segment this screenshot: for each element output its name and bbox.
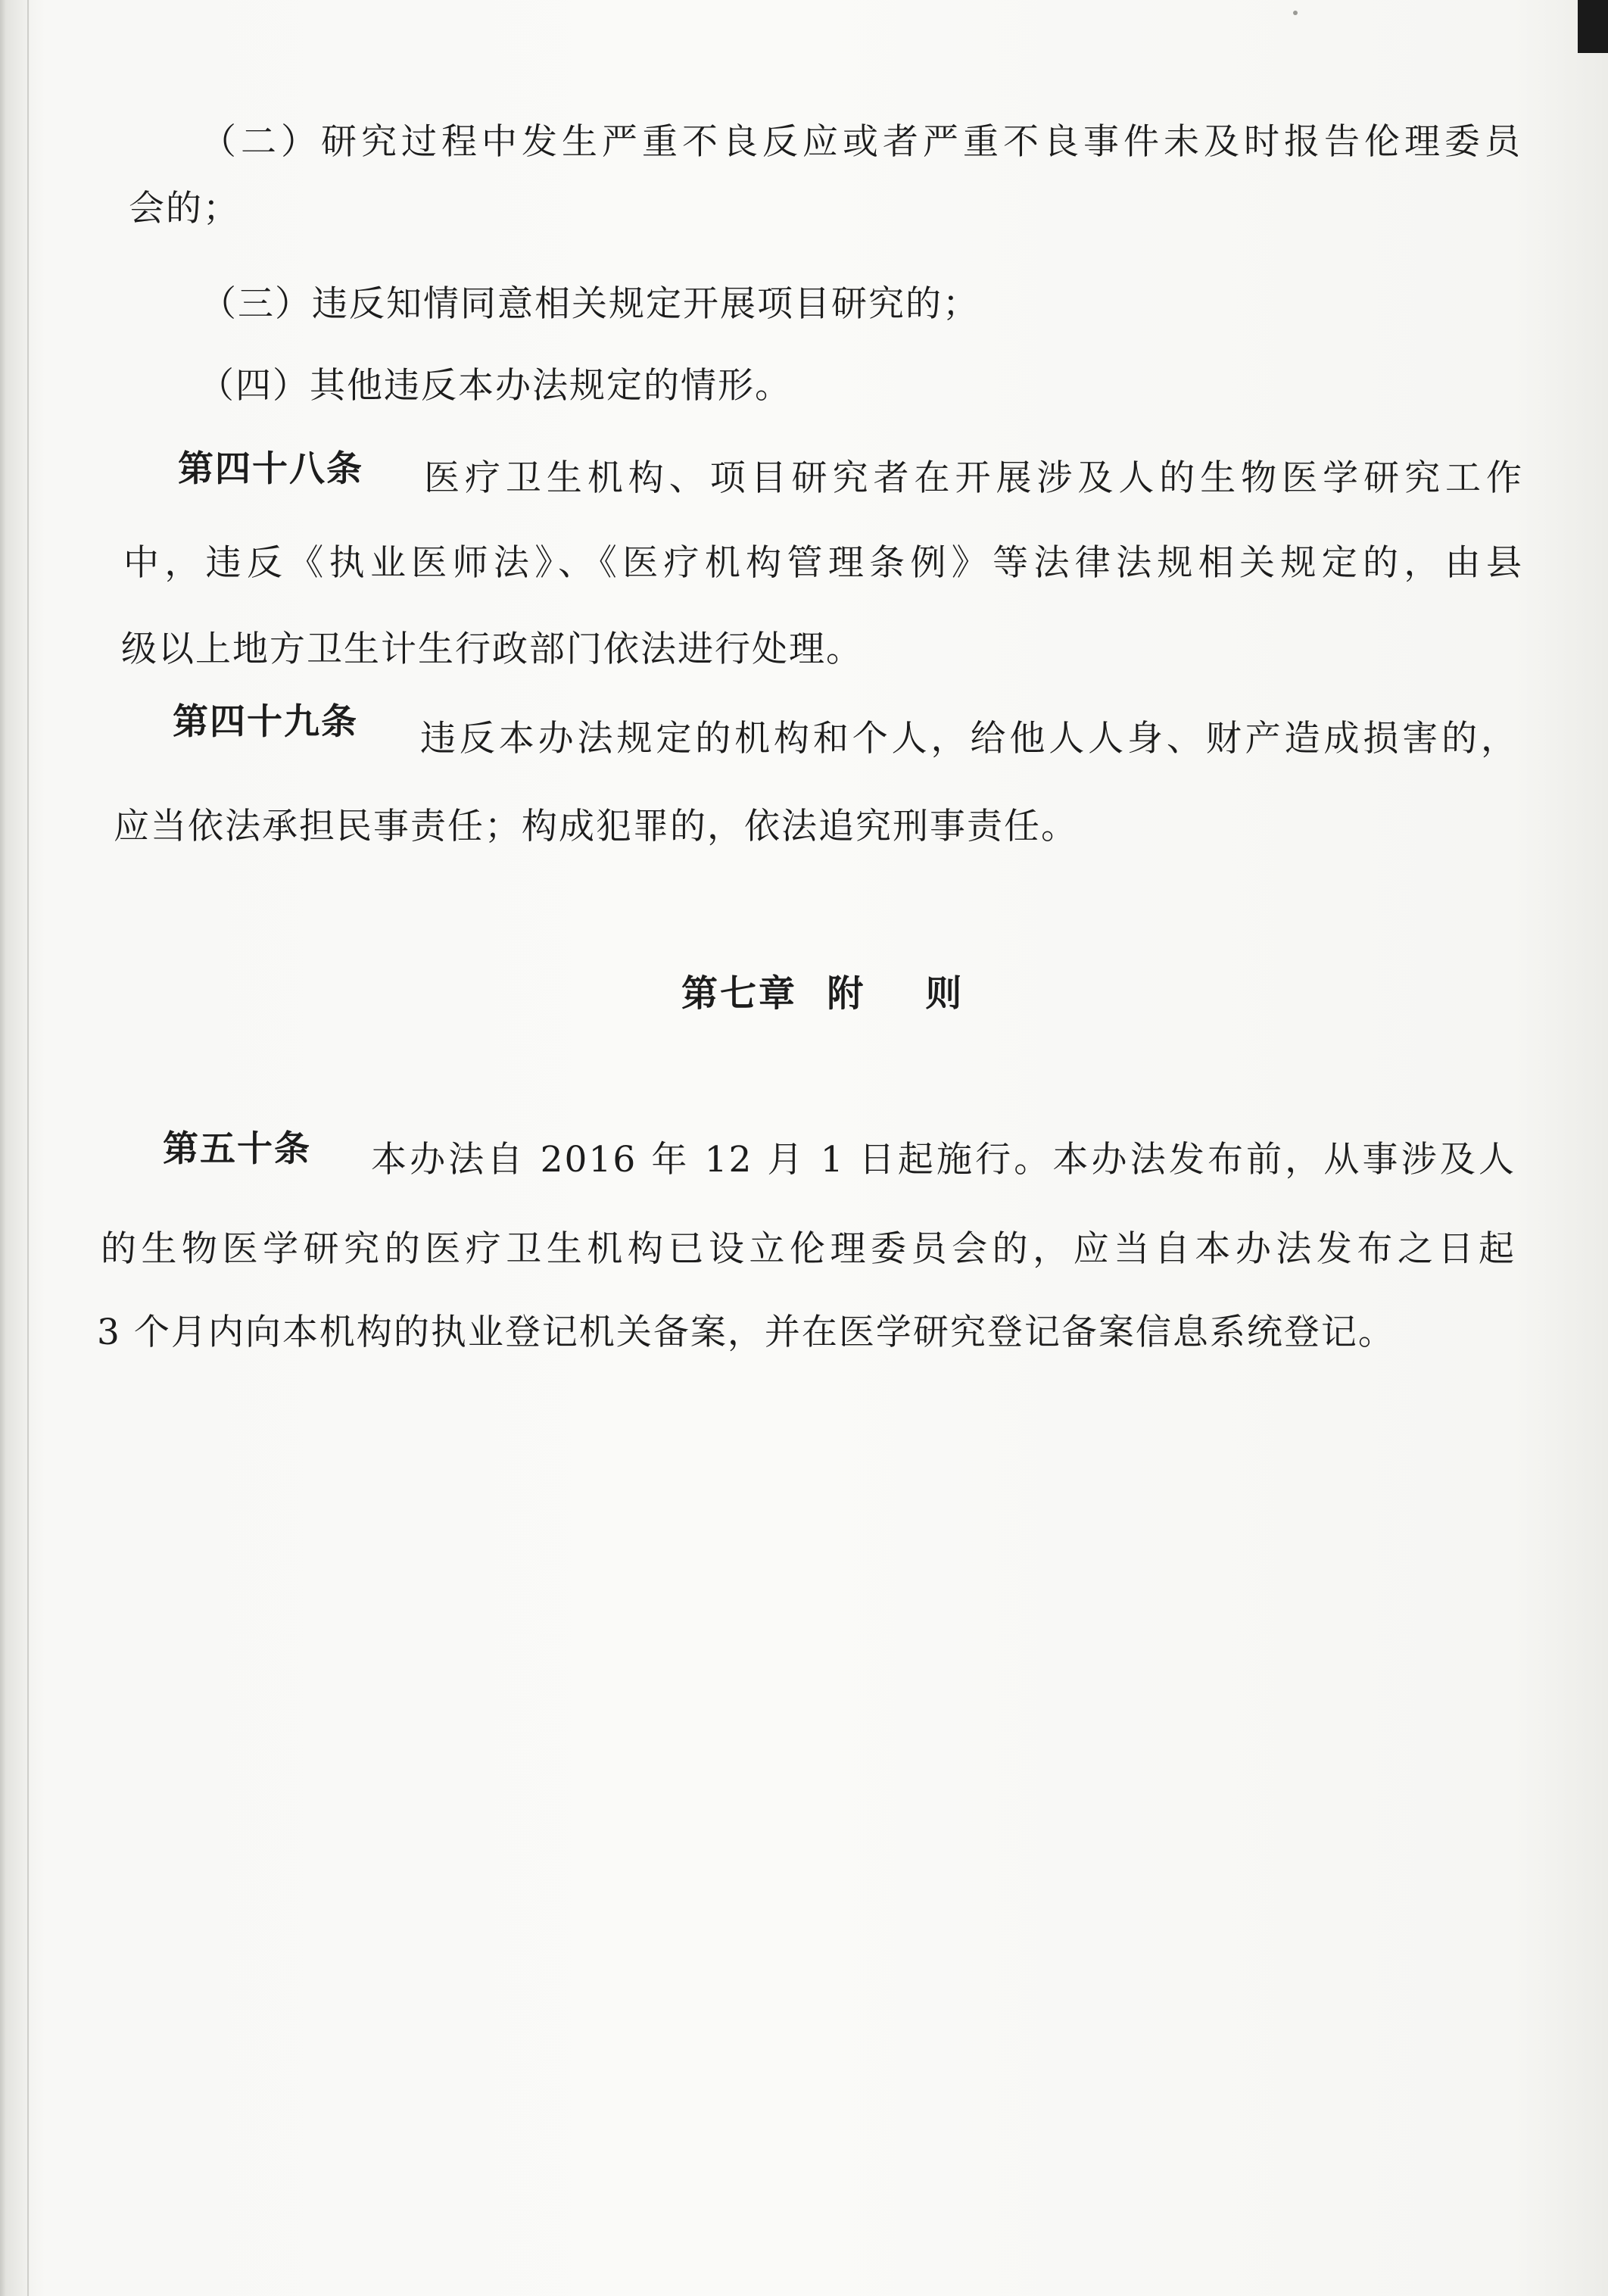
scan-speck: [1293, 11, 1298, 15]
article49-title: 第四十九条: [173, 701, 358, 743]
item4-line1: （四）其他违反本办法规定的情形。: [198, 365, 792, 407]
article49-line2: 应当依法承担民事责任；构成犯罪的，依法追究刑事责任。: [114, 806, 1078, 847]
article48-title: 第四十八条: [178, 448, 363, 490]
scan-dark-corner: [1578, 0, 1608, 53]
page-fold-line: [27, 0, 29, 2296]
article50-line2: 的生物医学研究的医疗卫生机构已设立伦理委员会的，应当自本办法发布之日起: [101, 1228, 1516, 1270]
item2-line1: （二）研究过程中发生严重不良反应或者严重不良事件未及时报告伦理委员: [201, 121, 1522, 163]
article48-line2: 中，违反《执业医师法》、《医疗机构管理条例》等法律法规相关规定的，由县: [123, 542, 1523, 584]
item2-line2: 会的；: [129, 188, 240, 229]
article48-line3: 级以上地方卫生计生行政部门依法进行处理。: [121, 629, 863, 670]
article49-line1: 违反本办法规定的机构和个人，给他人人身、财产造成损害的，: [420, 718, 1518, 760]
article50-line1: 本办法自 2016 年 12 月 1 日起施行。本办法发布前，从事涉及人: [371, 1139, 1516, 1181]
item3-line1: （三）违反知情同意相关规定开展项目研究的；: [201, 283, 980, 325]
article50-title: 第五十条: [163, 1128, 311, 1170]
chapter7-heading: 第七章 附 则: [681, 972, 964, 1015]
article48-line1: 医疗卫生机构、项目研究者在开展涉及人的生物医学研究工作: [424, 457, 1523, 499]
article50-line3: 3 个月内向本机构的执业登记机关备案，并在医学研究登记备案信息系统登记。: [97, 1312, 1395, 1353]
page-left-edge-shadow: [0, 0, 30, 2296]
